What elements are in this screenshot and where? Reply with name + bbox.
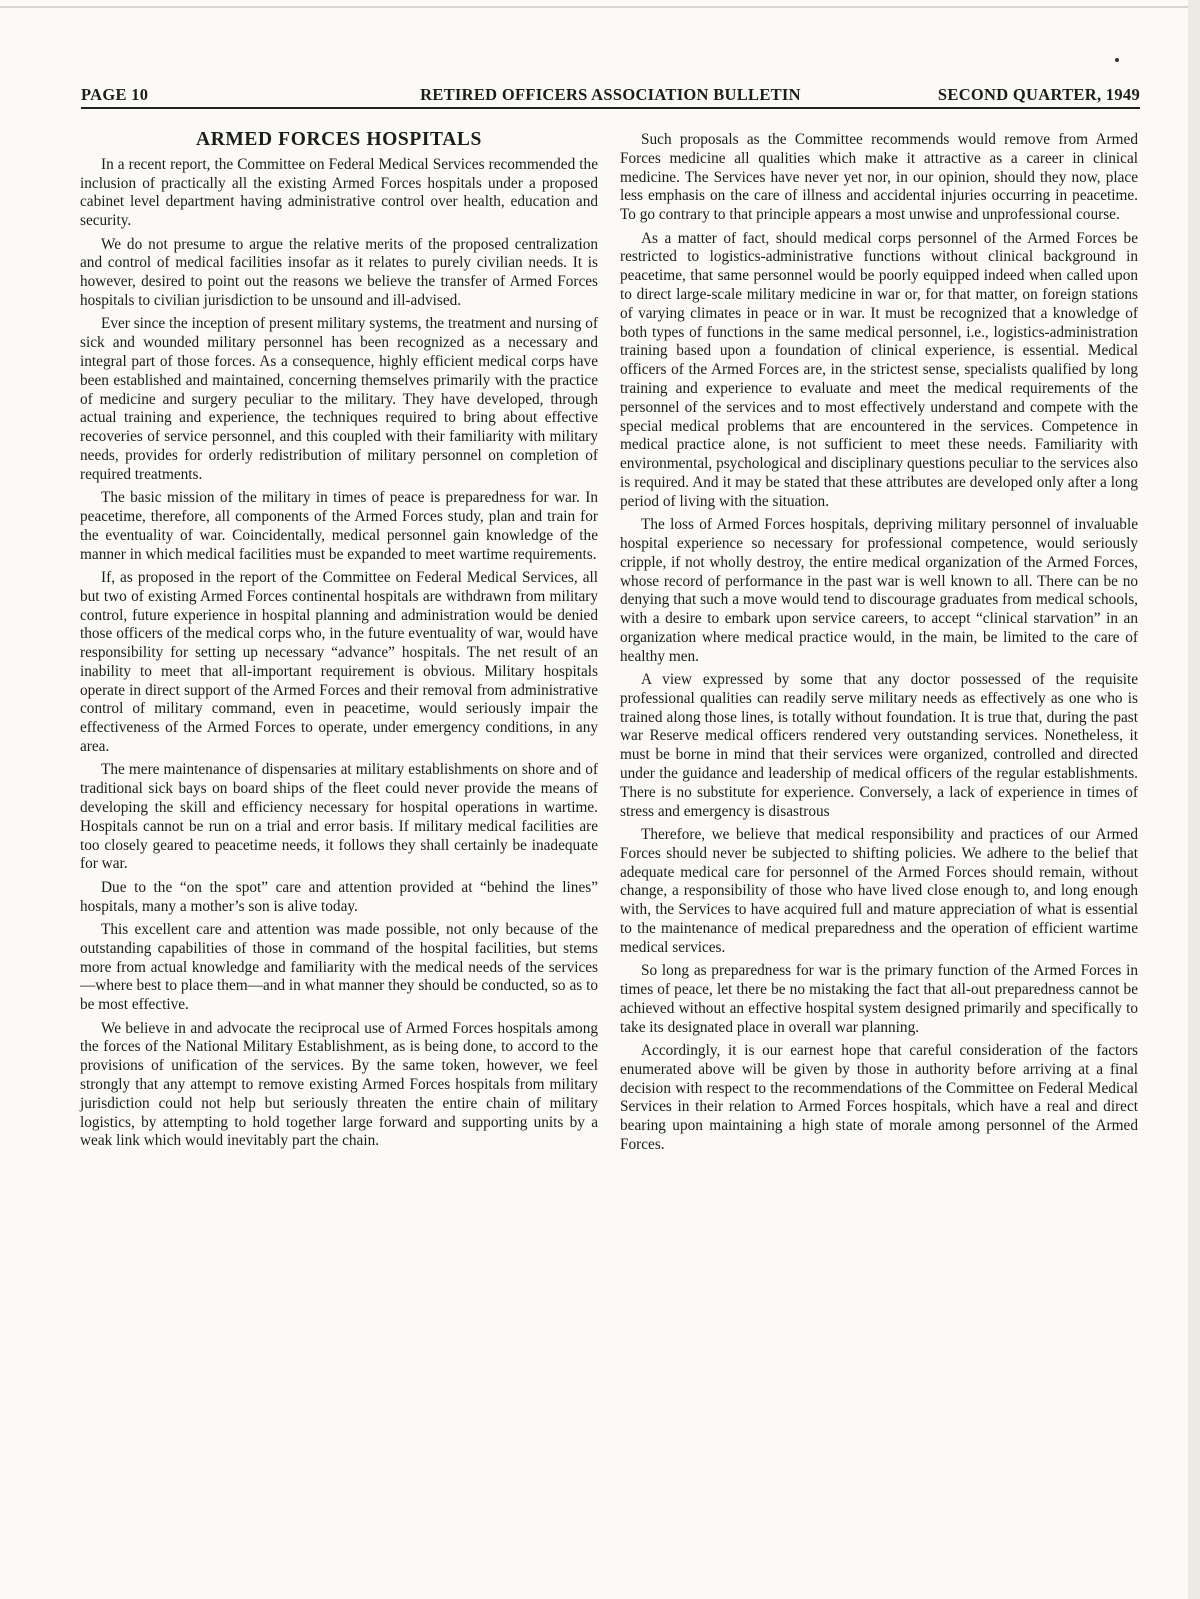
paragraph: In a recent report, the Committee on Federal Medical Services recommended the inclusion of practically all the existing Armed Forces hospitals under a proposed cabinet level department having administrative control over health, education and security.: [80, 155, 598, 230]
publication-title: RETIRED OFFICERS ASSOCIATION BULLETIN: [420, 85, 801, 104]
article-title: ARMED FORCES HOSPITALS: [196, 129, 482, 150]
paragraph: The loss of Armed Forces hospitals, depriving military personnel of invaluable hospital experience so necessary for professional competence, would seriously cripple, if not wholly destroy, the entire medical organization of the Armed Forces, whose record of performance in the past war is well known to all. There can be no denying that such a move would tend to discourage graduates from medical schools, with a desire to embark upon service careers, to accept “clinical starvation” in an organization where medical practice would, in the main, be limited to the care of healthy men.: [620, 516, 1138, 665]
paragraph: We believe in and advocate the reciprocal use of Armed Forces hospitals among the forces of the National Military Establishment, as is being done, to accord to the provisions of unification of the services. By the same token, however, we feel strongly that any attempt to remove existing Armed Forces hospitals from military jurisdiction could not help but seriously threaten the entire chain of military logistics, by attempting to hold together large forward and supporting units by a weak link which would inevitably part the chain.: [80, 1019, 598, 1150]
paragraph: As a matter of fact, should medical corps personnel of the Armed Forces be restricted to logistics-administrative functions without clinical background in peacetime, that same personnel would be poorly equipped indeed when called upon to direct large-scale military medicine in war or, for that matter, on foreign stations of varying climates in peace or in war. It must be recognized that a knowledge of both types of functions in the same medical personnel, i.e., logistics-administration training based upon a foundation of clinical experience, is essential. Medical officers of the Armed Forces are, in the strictest sense, specialists qualified by long training and experience to evaluate and meet the medical requirements of the personnel of the services and to most effectively understand and compete with the special medical problems that are encountered in the services. Competence in medical practice alone, is not sufficient to meet these needs. Familiarity with environmental, psychological and disciplinary questions peculiar to the services also is required. And it may be stated that these attributes are developed only after a long period of living with the situation.: [620, 229, 1138, 510]
page-header: [81, 85, 1140, 109]
left-column: [80, 128, 598, 1156]
page-right-edge: [1188, 0, 1200, 1599]
paragraph: Ever since the inception of present military systems, the treatment and nursing of sick and wounded military personnel has been recognized as a necessary and integral part of those forces. As a consequence, highly efficient medical corps have been established and maintained, concerning themselves primarily with the practice of medicine and surgery peculiar to the military. They have developed, through actual training and experience, the techniques required to bring about effective recoveries of service personnel, and this coupled with their familiarity with military needs, provides for orderly redistribution of military personnel on completion of required treatments.: [80, 315, 598, 483]
paragraph: A view expressed by some that any doctor possessed of the requisite professional qualities can readily serve military needs as effectively as one who is trained along those lines, is totally without foundation. It is true that, during the past war Reserve medical officers rendered very outstanding services. Nonetheless, it must be borne in mind that their services were organized, controlled and directed under the guidance and leadership of medical officers of the regular establishments. There is no substitute for experience. Conversely, a lack of experience in times of stress and emergency is disastrous: [620, 671, 1138, 820]
paragraph: If, as proposed in the report of the Committee on Federal Medical Services, all but two of existing Armed Forces continental hospitals are withdrawn from military control, future experience in hospital planning and administration would be denied those officers of the medical corps who, in the future eventuality of war, would have responsibility for setting up necessary “advance” hospitals. The net result of an inability to meet that all-important requirement is obvious. Military hospitals operate in direct support of the Armed Forces and their removal from administrative control of military command, even in peacetime, would seriously impair the effectiveness of the Armed Forces to operate, under emergency conditions, in any area.: [80, 568, 598, 756]
paragraph: So long as preparedness for war is the primary function of the Armed Forces in times of peace, let there be no mistaking the fact that all-out preparedness cannot be achieved without an effective hospital system designed primarily and specifically to take its designated place in overall war planning.: [620, 962, 1138, 1036]
page-top-edge: [0, 6, 1200, 8]
paragraph: We do not presume to argue the relative merits of the proposed centralization and control of medical facilities insofar as it relates to purely civilian needs. It is however, desired to point out the reasons we believe the transfer of Armed Forces hospitals to civilian jurisdiction to be unsound and ill-advised.: [80, 235, 598, 309]
right-column: [620, 131, 1138, 1159]
paragraph: Accordingly, it is our earnest hope that careful consideration of the factors enumerated above will be given by those in authority before arriving at a final decision with respect to the recommendations of the Committee on Federal Medical Services in their relation to Armed Forces hospitals, which have a real and direct bearing upon maintaining a high state of morale among personnel of the Armed Forces.: [620, 1042, 1138, 1153]
page-number: PAGE 10: [81, 85, 149, 104]
paragraph: Such proposals as the Committee recommends would remove from Armed Forces medicine all qualities which make it attractive as a career in clinical medicine. The Services have never yet nor, in our opinion, should they now, place less emphasis on the care of illness and accidental injuries occurring in peacetime. To go contrary to that principle appears a most unwise and unprofessional course.: [620, 131, 1138, 224]
paragraph: Due to the “on the spot” care and attention provided at “behind the lines” hospitals, many a mother’s son is alive today.: [80, 878, 598, 915]
paragraph: The basic mission of the military in times of peace is preparedness for war. In peacetime, therefore, all components of the Armed Forces study, plan and train for the eventuality of war. Coincidentally, medical personnel gain knowledge of the manner in which medical facilities must be expanded to meet wartime requirements.: [80, 489, 598, 563]
paragraph: Therefore, we believe that medical responsibility and practices of our Armed Forces should never be subjected to shifting policies. We adhere to the belief that adequate medical care for personnel of the Armed Forces should remain, without change, a responsibility of those who have lived close enough to, and long enough with, the Services to have acquired full and mature appreciation of what is essential to the maintenance of medical preparedness and the operation of efficient wartime medical services.: [620, 826, 1138, 956]
ink-speck: [1115, 58, 1119, 62]
paragraph: This excellent care and attention was made possible, not only because of the outstanding capabilities of those in command of the hospital facilities, but stems more from actual knowledge and familiarity with the medical needs of the services—where best to place them—and in what manner they should be conducted, so as to be most effective.: [80, 921, 598, 1014]
paragraph: The mere maintenance of dispensaries at military establishments on shore and of traditional sick bays on board ships of the fleet could never provide the means of developing the skill and efficiency necessary for hospital operations in wartime. Hospitals cannot be run on a trial and error basis. If military medical facilities are too closely geared to peacetime needs, it follows they shall certainly be inadequate for war.: [80, 761, 598, 873]
issue-date: SECOND QUARTER, 1949: [937, 85, 1140, 104]
